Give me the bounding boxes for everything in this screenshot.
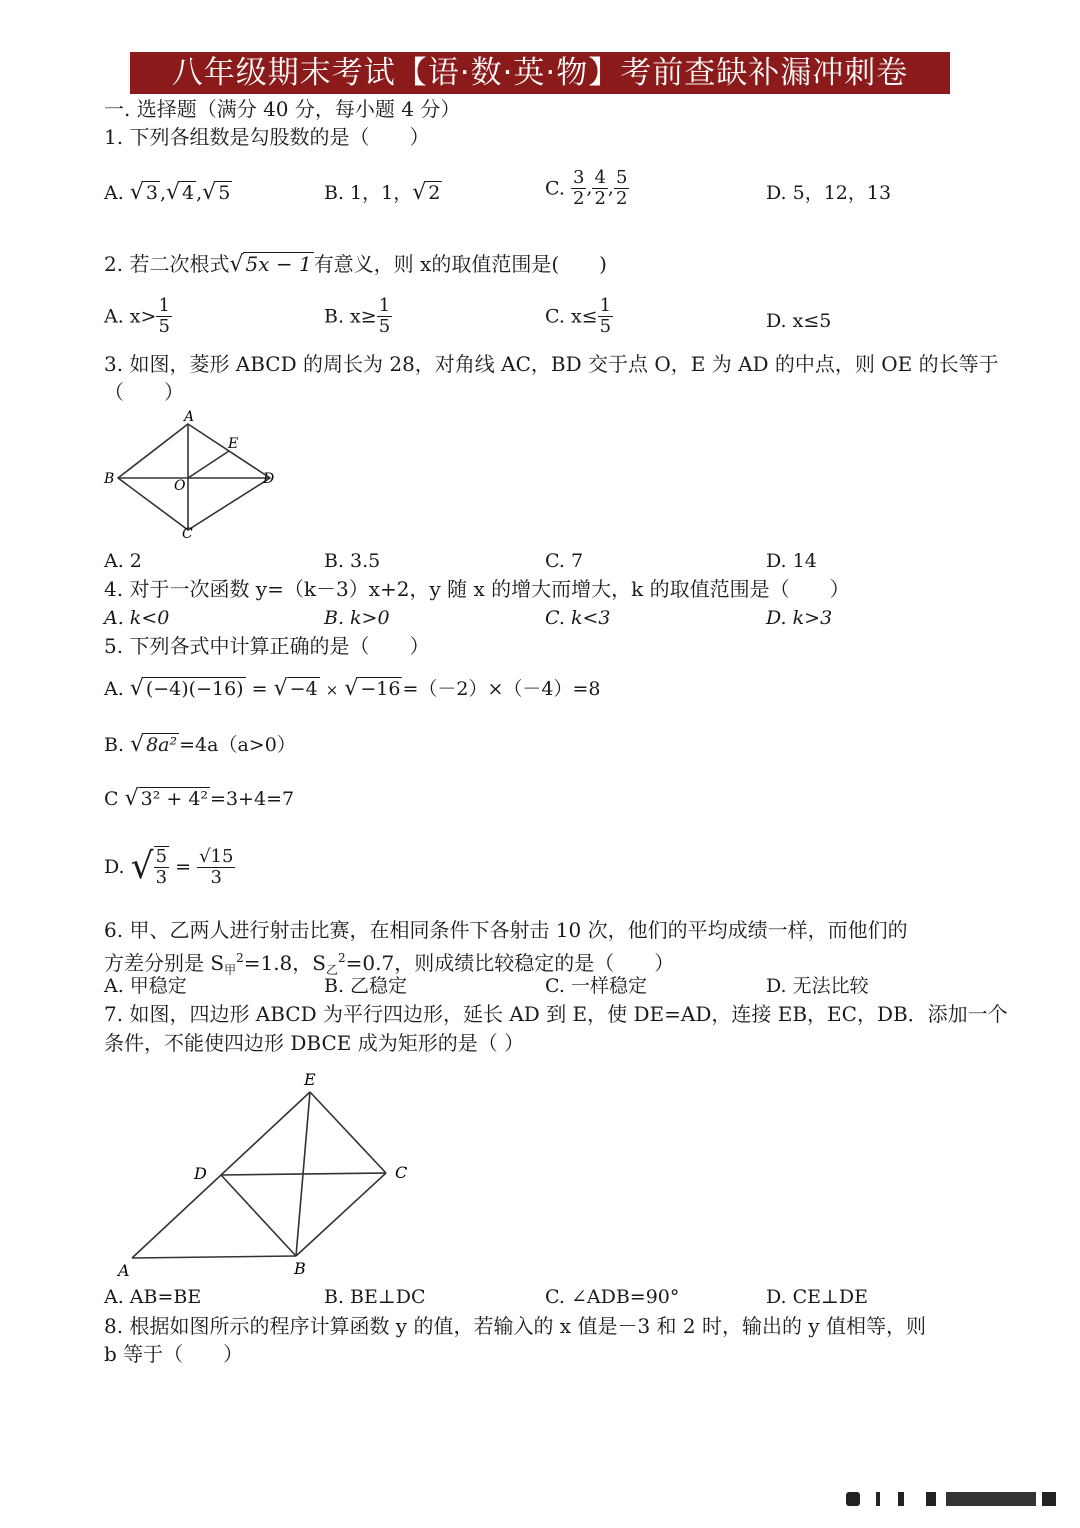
q3-label-c: C [182,526,193,542]
q2-option-b: B. x≥ $\frac{1}{5}$ [324,295,391,337]
q2-stem-sqrt: 5x − 1 [245,252,312,276]
q6-option-d: D. 无法比较 [766,975,869,997]
q3-label-a: A [184,409,195,425]
exam-title-banner: 八年级期末考试【语·数·英·物】考前查缺补漏冲刺卷 [130,52,950,94]
q1-stem: 1. 下列各组数是勾股数的是（ ） [104,125,430,149]
q2-stem: 2. 若二次根式√ 5x − 1 有意义，则 x的取值范围是( ) [104,252,607,277]
q3-label-e: E [228,436,239,452]
section-header: 一. 选择题（满分 40 分，每小题 4 分） [104,97,461,121]
q3-option-a: A. 2 [104,550,142,572]
q7-label-c: C [395,1163,408,1182]
q3-rhombus-figure [100,408,280,542]
footer-watermark-icon [846,1490,1056,1508]
q4-option-b: B. k>0 [324,607,390,629]
q7-stem-line1: 7. 如图，四边形 ABCD 为平行四边形，延长 AD 到 E，使 DE=AD，连接 EB，EC，DB．添加一个 [104,1002,1008,1026]
q1-option-c: C. $\frac{3}{2}$ , $\frac{4}{2}$ , $\frac{5}{2}$ [545,167,628,209]
q3-stem-line2: （ ） [104,380,184,404]
q4-stem: 4. 对于一次函数 y=（k－3）x+2，y 随 x 的增大而增大，k 的取值范围是（ ） [104,577,850,601]
q7-parallelogram-figure [110,1066,420,1280]
q5-option-b: B. √ 8a² =4a（a>0） [104,732,296,757]
q7-label-b: B [294,1259,306,1278]
q5-a-sqrt3: −16 [360,678,401,700]
q1-option-d: D. 5，12，13 [766,182,892,204]
q3-label-d: D [263,471,275,487]
q1-a-sqrt1: 3 [145,182,158,204]
q6-option-a: A. 甲稳定 [104,975,187,997]
q1-c-frac1: $\frac{3}{2}$ [572,167,585,209]
q2-option-a: A. x> $\frac{1}{5}$ [104,295,170,337]
q3-option-d: D. 14 [766,550,817,572]
q4-option-c: C. k<3 [545,607,611,629]
q5-a-sqrt1: (−4)(−16) [145,678,244,700]
q7-option-a: A. AB=BE [104,1286,202,1308]
q6-stem-line2: 方差分别是 $S_甲^2=1.8$，$S_乙^2=0.7$，则成绩比较稳定的是（ ） [104,951,675,977]
q8-stem-line2: b 等于（ ） [104,1342,244,1366]
q1-a-sqrt3: 5 [218,182,231,204]
q7-label-a: A [118,1261,130,1280]
q2-stem-pre: 2. 若二次根式 [104,252,230,276]
q3-stem-line1: 3. 如图，菱形 ABCD 的周长为 28，对角线 AC，BD 交于点 O，E 为 AD 的中点，则 OE 的长等于 [104,352,999,376]
q6-stem-line1: 6. 甲、乙两人进行射击比赛，在相同条件下各射击 10 次，他们的平均成绩一样，而他们的 [104,918,908,942]
q2-option-d: D. x≤5 [766,310,832,332]
q5-option-d: D. √ $\frac{5}{3}$ = $\frac{√15}{3}$ [104,845,234,888]
q1-b-sqrt: 2 [428,182,441,204]
q1-option-b: B. 1，1，√ 2 [324,180,441,205]
q7-option-b: B. BE⊥DC [324,1286,426,1308]
q1-c-label: C. [545,177,565,200]
q5-b-sqrt: 8a² [146,734,178,756]
q7-option-d: D. CE⊥DE [766,1286,869,1308]
q3-label-o: O [174,478,186,494]
q1-option-a: A. √ 3 ,√ 4 ,√ 5 [104,180,231,205]
q1-c-frac3: $\frac{5}{2}$ [615,167,628,209]
q1-b-text: B. 1，1， [324,182,413,204]
q8-stem-line1: 8. 根据如图所示的程序计算函数 y 的值，若输入的 x 值是－3 和 2 时，输出的 y 值相等，则 [104,1314,926,1338]
q2-option-c: C. x≤ $\frac{1}{5}$ [545,295,612,337]
q5-c-sqrt: 3² + 4² [140,788,209,810]
q6-option-b: B. 乙稳定 [324,975,408,997]
q3-label-b: B [104,471,115,487]
q4-option-d: D. k>3 [766,607,833,629]
q6-option-c: C. 一样稳定 [545,975,647,997]
q1-a-sqrt2: 4 [182,182,195,204]
q7-stem-line2: 条件，不能使四边形 DBCE 成为矩形的是（ ） [104,1031,525,1055]
q5-option-c: C √ 3² + 4² =3+4=7 [104,786,295,811]
q7-label-d: D [194,1164,207,1183]
q1-c-frac2: $\frac{4}{2}$ [594,167,606,209]
q7-label-e: E [304,1070,316,1089]
q3-option-b: B. 3.5 [324,550,381,572]
q3-option-c: C. 7 [545,550,584,572]
q1-a-label: A. [104,182,124,204]
q7-option-c: C. ∠ADB=90° [545,1286,680,1308]
q5-stem: 5. 下列各式中计算正确的是（ ） [104,634,430,658]
q5-a-sqrt2: −4 [289,678,318,700]
q4-option-a: A. k<0 [104,607,170,629]
q5-option-a: A. √ (−4)(−16) = √ −4 × √ −16 =（－2）×（－4）=8 [104,676,601,701]
q2-stem-post: 有意义，则 x的取值范围是( ) [313,252,607,276]
